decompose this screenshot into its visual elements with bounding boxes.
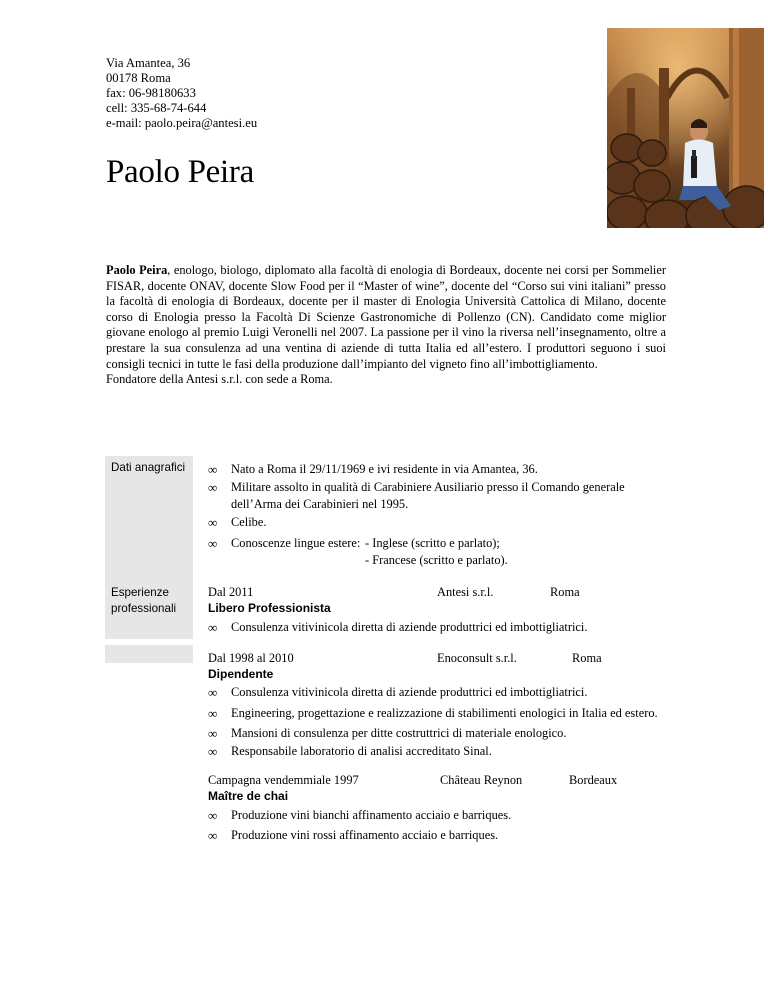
- job-role: Maître de chai: [208, 789, 289, 803]
- job-period: Dal 2011: [208, 585, 254, 599]
- bullet-icon: ∞: [208, 726, 218, 741]
- contact-info: [106, 56, 257, 131]
- cell-line: cell: 335-68-74-644: [106, 101, 207, 115]
- job-period: Dal 1998 al 2010: [208, 651, 294, 665]
- list-item-text: Consulenza vitivinicola diretta di aziende produttrici ed imbottigliatrici.: [231, 620, 588, 634]
- section-label-text: Dati anagrafici: [111, 461, 186, 474]
- city-line: 00178 Roma: [106, 71, 171, 85]
- section-label-text: professionali: [111, 601, 177, 615]
- job-place: Bordeaux: [569, 773, 618, 787]
- job-role: Libero Professionista: [208, 601, 331, 615]
- list-item-text: dell’Arma dei Carabinieri nel 1995.: [231, 497, 409, 511]
- bullet-icon: ∞: [208, 706, 218, 721]
- fax-line: fax: 06-98180633: [106, 86, 196, 100]
- list-item-text: Produzione vini rossi affinamento acciaio e barriques.: [231, 828, 499, 842]
- bullet-icon: ∞: [208, 462, 218, 477]
- bio-text: , enologo, biologo, diplomato alla facoltà di enologia di Bordeaux, docente nei corsi per Sommelier FISAR, docente ONAV, docente Slow Food per il “Master of wine”, docente del “Corso sui vini italiani” presso la facoltà di enologia di Bordeaux, docente per il master di Enologia Università Cattolica di Milano, docente corso di Enologia presso la Facoltà Di Scienze Gastronomiche di Pollenzo (CN). Candidato come miglior giovane enologo al premio Luigi Veronelli nel 2007. La passione per il vino la riversa nell’insegnamento, oltre a prestare la sua consulenza ad una ventina di aziende di tutta Italia ed all’estero. I produttori seguono i suoi consigli tecnici in tutte le fasi della produzione dall’impianto del vigneto fino all’imbottigliamento.: [106, 263, 666, 371]
- bio-name: Paolo Peira: [106, 263, 168, 277]
- bullet-icon: ∞: [208, 620, 218, 635]
- list-item-text: Consulenza vitivinicola diretta di aziende produttrici ed imbottigliatrici.: [231, 685, 588, 699]
- bullet-icon: ∞: [208, 685, 218, 700]
- section-label-esperienze: [105, 581, 193, 639]
- bio-founder: Fondatore della Antesi s.r.l. con sede a Roma.: [106, 372, 333, 387]
- bullet-icon: ∞: [208, 536, 218, 551]
- bullet-icon: ∞: [208, 515, 218, 530]
- job-company: Antesi s.r.l.: [437, 585, 494, 599]
- list-item-text: Militare assolto in qualità di Carabiniere Ausiliario presso il Comando generale: [231, 480, 625, 494]
- job-place: Roma: [572, 651, 602, 665]
- job-place: Roma: [550, 585, 580, 599]
- list-item-text: Mansioni di consulenza per ditte costruttrici di materiale enologico.: [231, 726, 567, 740]
- section-label-spacer: [105, 645, 193, 663]
- job-company: Château Reynon: [440, 773, 523, 787]
- list-item-text: Produzione vini bianchi affinamento acciaio e barriques.: [231, 808, 512, 822]
- bullet-icon: ∞: [208, 828, 218, 843]
- page-title: Paolo Peira: [106, 154, 254, 190]
- bullet-icon: ∞: [208, 808, 218, 823]
- bullet-icon: ∞: [208, 744, 218, 759]
- section-label-text: Esperienze: [111, 586, 170, 599]
- job-role: Dipendente: [208, 667, 274, 681]
- list-item-text: Conoscenze lingue estere:: [231, 536, 361, 550]
- language-french: - Francese (scritto e parlato).: [365, 553, 508, 567]
- section-label-dati-anagrafici: [105, 456, 193, 582]
- email-line: e-mail: paolo.peira@antesi.eu: [106, 116, 258, 130]
- address-line: Via Amantea, 36: [106, 56, 191, 70]
- list-item-text: Responsabile laboratorio di analisi accreditato Sinal.: [231, 744, 492, 758]
- job-company: Enoconsult s.r.l.: [437, 651, 517, 665]
- list-item-text: Celibe.: [231, 515, 267, 529]
- job-period: Campagna vendemmiale 1997: [208, 773, 359, 787]
- list-item-text: Nato a Roma il 29/11/1969 e ivi residente in via Amantea, 36.: [231, 462, 538, 476]
- list-item-text: Engineering, progettazione e realizzazione di stabilimenti enologici in Italia ed estero.: [231, 706, 658, 720]
- portrait-photo: [607, 28, 764, 228]
- bullet-icon: ∞: [208, 480, 218, 495]
- biography: [106, 263, 666, 388]
- language-english: - Inglese (scritto e parlato);: [365, 536, 500, 550]
- portrait-photo-wine-cellar-icon: [607, 28, 764, 228]
